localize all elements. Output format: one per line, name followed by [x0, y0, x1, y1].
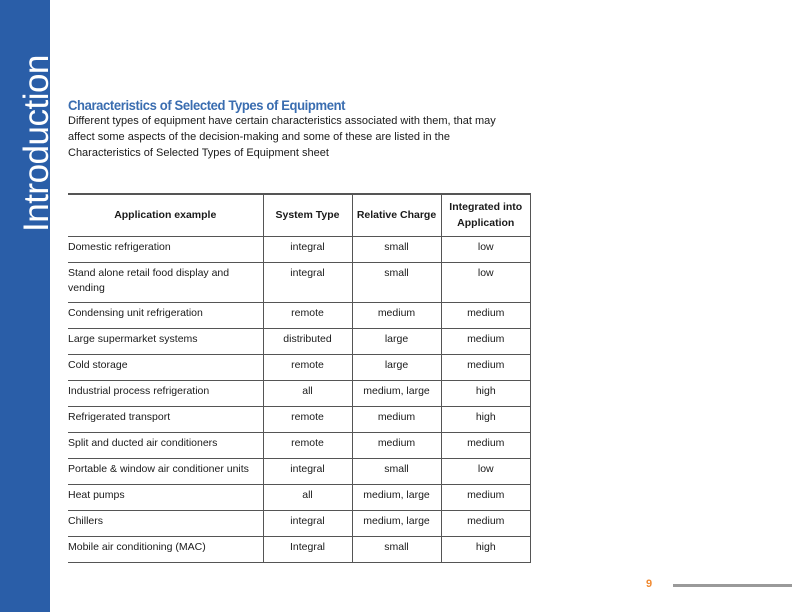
cell-relative-charge: large: [352, 328, 441, 354]
cell-integrated: medium: [441, 484, 531, 510]
cell-system-type: distributed: [263, 328, 352, 354]
table-row: [68, 510, 531, 536]
cell-system-type: all: [263, 484, 352, 510]
header-integrated: Integrated into Application: [441, 194, 531, 236]
header-relative-charge: Relative Charge: [352, 194, 441, 236]
intro-paragraph: Different types of equipment have certain characteristics associated with them, that may affect some aspects of the decision-making and some of these are listed in the Characteristics of Selected Types of Equipment sheet: [68, 115, 496, 159]
cell-application: Mobile air conditioning (MAC): [68, 536, 263, 562]
cell-system-type: remote: [263, 354, 352, 380]
cell-relative-charge: small: [352, 262, 441, 302]
cell-application: Stand alone retail food display and vending: [68, 262, 263, 302]
cell-relative-charge: medium: [352, 406, 441, 432]
table-row: [68, 328, 531, 354]
cell-system-type: integral: [263, 458, 352, 484]
cell-system-type: remote: [263, 406, 352, 432]
table-row: [68, 432, 531, 458]
table-row: [68, 380, 531, 406]
cell-application: Portable & window air conditioner units: [68, 458, 263, 484]
cell-relative-charge: medium, large: [352, 510, 441, 536]
table-row: [68, 484, 531, 510]
cell-system-type: integral: [263, 262, 352, 302]
cell-relative-charge: medium: [352, 302, 441, 328]
cell-integrated: low: [441, 236, 531, 262]
cell-application: Large supermarket systems: [68, 328, 263, 354]
cell-system-type: remote: [263, 432, 352, 458]
table-row: [68, 236, 531, 262]
cell-application: Cold storage: [68, 354, 263, 380]
cell-relative-charge: small: [352, 458, 441, 484]
cell-system-type: integral: [263, 236, 352, 262]
table-row: [68, 536, 531, 562]
cell-application: Split and ducted air conditioners: [68, 432, 263, 458]
header-system-type: System Type: [263, 194, 352, 236]
cell-integrated: medium: [441, 302, 531, 328]
cell-integrated: medium: [441, 354, 531, 380]
cell-application: Condensing unit refrigeration: [68, 302, 263, 328]
cell-application: Domestic refrigeration: [68, 236, 263, 262]
table-row: [68, 302, 531, 328]
table-row: [68, 354, 531, 380]
cell-system-type: all: [263, 380, 352, 406]
cell-application: Heat pumps: [68, 484, 263, 510]
table-row: [68, 458, 531, 484]
cell-application: Industrial process refrigeration: [68, 380, 263, 406]
cell-application: Chillers: [68, 510, 263, 536]
cell-integrated: high: [441, 406, 531, 432]
cell-system-type: integral: [263, 510, 352, 536]
table-row: [68, 406, 531, 432]
cell-system-type: Integral: [263, 536, 352, 562]
cell-application: Refrigerated transport: [68, 406, 263, 432]
cell-integrated: high: [441, 536, 531, 562]
cell-integrated: medium: [441, 432, 531, 458]
section-title: Introduction: [17, 55, 56, 232]
table-row: [68, 262, 531, 302]
cell-relative-charge: large: [352, 354, 441, 380]
cell-integrated: medium: [441, 328, 531, 354]
equipment-table: [68, 193, 531, 563]
cell-relative-charge: medium, large: [352, 484, 441, 510]
section-sidebar: [0, 0, 56, 612]
cell-integrated: low: [441, 262, 531, 302]
page-heading: Characteristics of Selected Types of Equipment: [68, 97, 346, 113]
cell-system-type: remote: [263, 302, 352, 328]
page-number: 9: [646, 578, 653, 590]
table-header-row: [68, 194, 531, 236]
cell-relative-charge: medium, large: [352, 380, 441, 406]
header-application: Application example: [68, 194, 263, 236]
cell-relative-charge: small: [352, 536, 441, 562]
cell-integrated: low: [441, 458, 531, 484]
cell-integrated: medium: [441, 510, 531, 536]
footer-rule: [673, 584, 792, 587]
cell-relative-charge: medium: [352, 432, 441, 458]
cell-integrated: high: [441, 380, 531, 406]
cell-relative-charge: small: [352, 236, 441, 262]
